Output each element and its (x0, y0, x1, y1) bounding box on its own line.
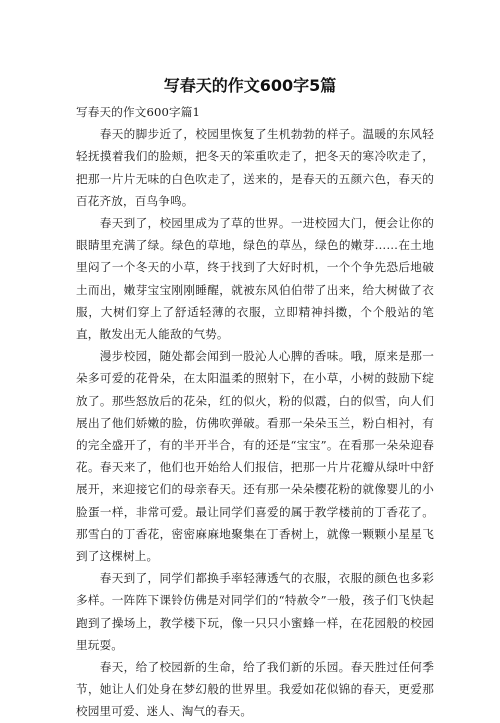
paragraph-3: 漫步校园，随处都会闻到一股沁人心脾的香味。哦，原来是那一朵多可爱的花骨朵，在太阳温柔的照射下，在小草，小树的鼓励下绽放了。那些怒放后的花朵，红的似火，粉的似霞，白的似雪，向人们展出了他们娇嫩的脸，仿佛吹弹破。看那一朵朵玉兰，粉白相衬，有的完全盛开了，有的半开半合，有的还是“宝宝”。在看那一朵朵迎春花。春天来了，他们也开始给人们报信，把那一片片花瓣从绿叶中舒展开，来迎接它们的母亲春天。还有那一朵朵樱花粉的就像婴儿的小脸蛋一样，非常可爱。最让同学们喜爱的属于教学楼前的丁香花了。那雪白的丁香花，密密麻麻地聚集在丁香树上，就像一颗颗小星星飞到了这棵树上。 (76, 349, 434, 564)
paragraph-1: 春天的脚步近了，校园里恢复了生机勃勃的样子。温暖的东风轻轻抚摸着我们的脸颊，把冬天的笨重吹走了，把冬天的寒冷吹走了，把那一片片无味的白色吹走了，送来的，是春天的五颜六色，春天的百花齐放，百鸟争鸣。 (76, 127, 434, 208)
document-title: 写春天的作文600字5篇 (163, 76, 337, 95)
document-body (76, 101, 434, 723)
document-subtitle: 写春天的作文600字篇1 (76, 105, 201, 119)
paragraph-4: 春天到了，同学们都换手率轻薄透气的衣服，衣服的颜色也多彩多样。一阵阵下课铃仿佛是对同学们的“特赦令”一般，孩子们飞快起跑到了操场上，教学楼下玩，像一只只小蜜蜂一样，在花园般的校园里玩耍。 (76, 571, 434, 652)
paragraph-2: 春天到了，校园里成为了草的世界。一进校园大门，便会让你的眼睛里充满了绿。绿色的草地，绿色的草丛，绿色的嫩芽……在土地里闷了一个冬天的小草，终于找到了大好时机，一个个争先恐后地破土而出，嫩芽宝宝刚刚睡醒，就被东风伯伯带了出来，给大树做了衣服，大树们穿上了舒适轻薄的衣服，立即精神抖擞，个个般站的笔直，散发出无人能敌的气势。 (76, 216, 434, 342)
paragraph-5: 春天，给了校园新的生命，给了我们新的乐园。春天胜过任何季节，她让人们处身在梦幻般的世界里。我爱如花似锦的春天，更爱那校园里可爱、迷人、淘气的春天。 (76, 660, 434, 719)
